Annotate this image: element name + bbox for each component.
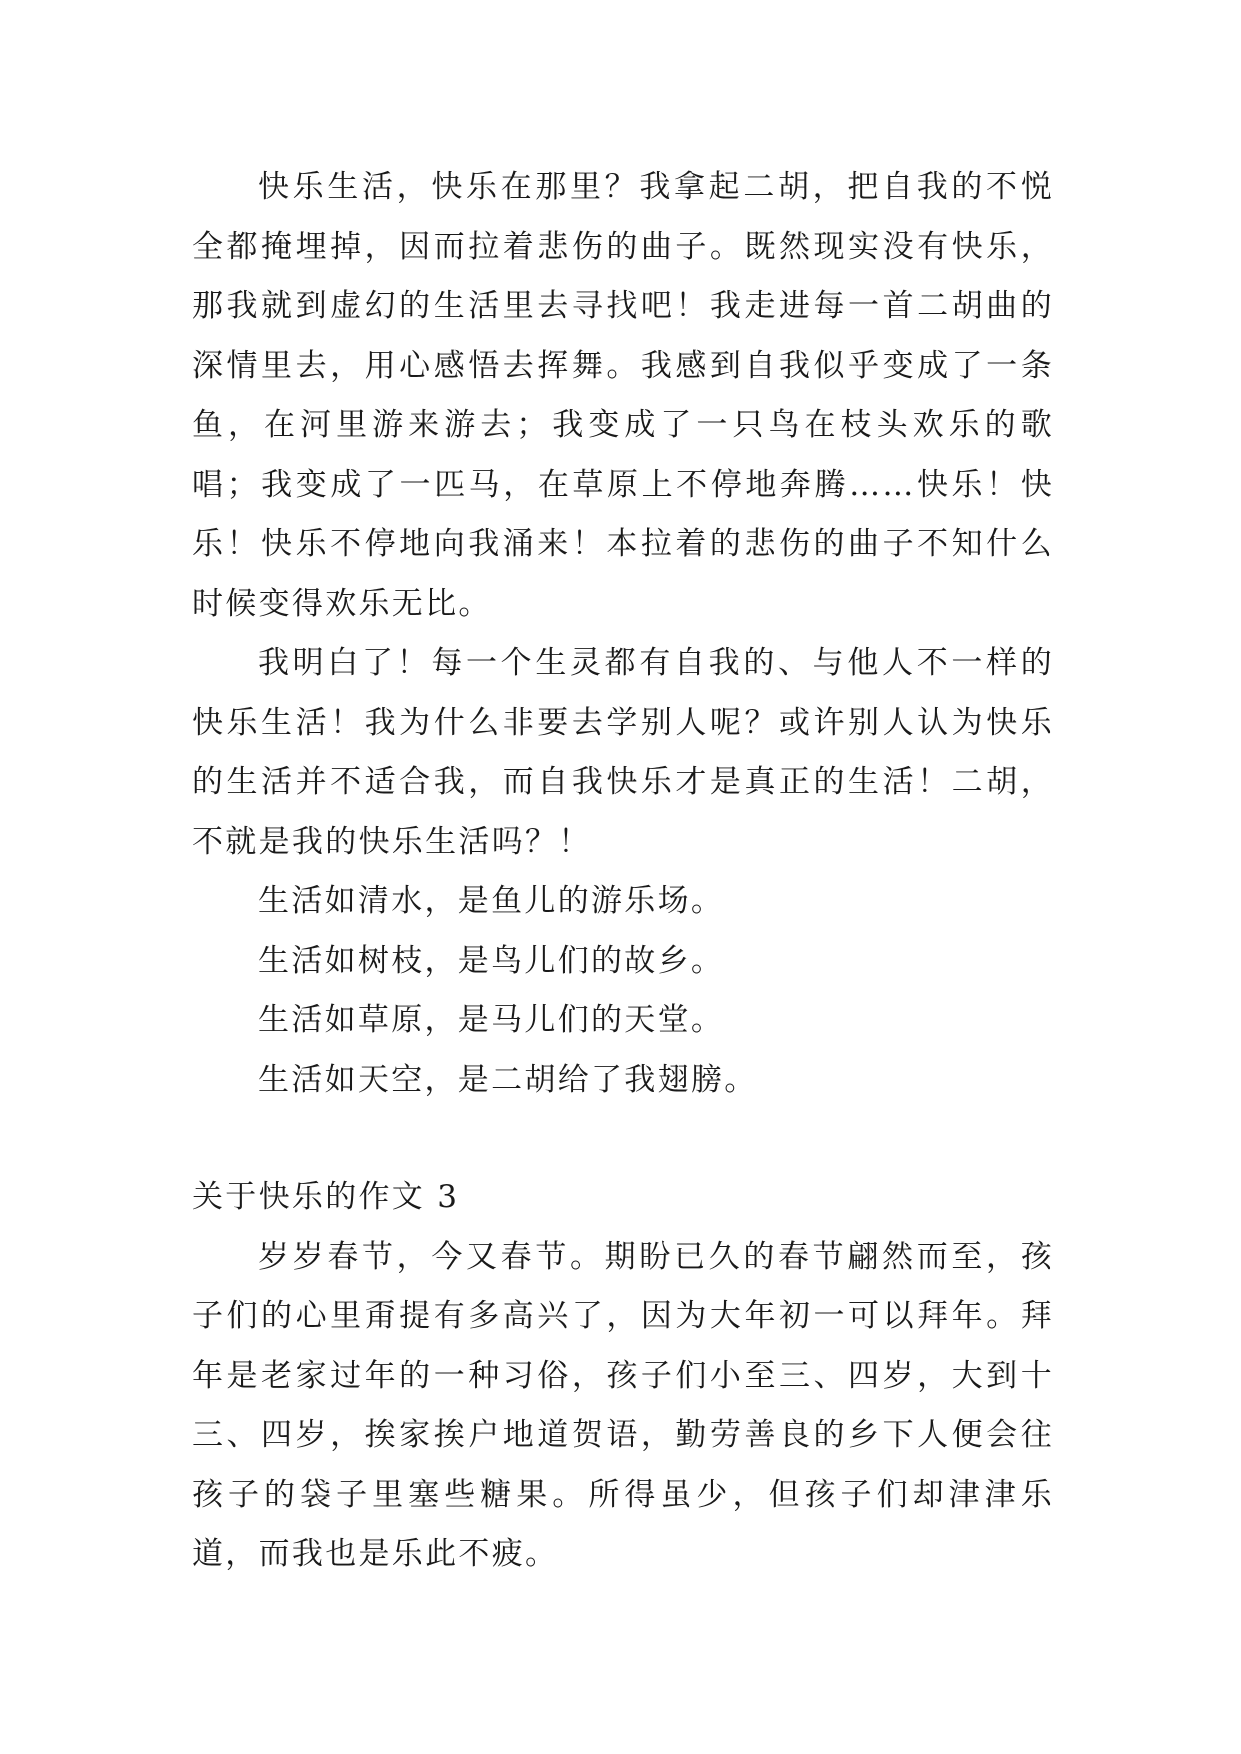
paragraph: 快乐生活，快乐在那里？我拿起二胡，把自我的不悦全都掩埋掉，因而拉着悲伤的曲子。既然现实没有快乐，那我就到虚幻的生活里去寻找吧！我走进每一首二胡曲的深情里去，用心感悟去挥舞。我感到自我似乎变成了一条鱼，在河里游来游去；我变成了一只鸟在枝头欢乐的歌唱；我变成了一匹马，在草原上不停地奔腾……快乐！快乐！快乐不停地向我涌来！本拉着的悲伤的曲子不知什么时候变得欢乐无比。 <box>192 169 1054 622</box>
verse-line: 生活如树枝，是鸟儿们的故乡。 <box>258 942 725 979</box>
verse-line: 生活如天空，是二胡给了我翅膀。 <box>258 1061 758 1098</box>
verse-line: 生活如清水，是鱼儿的游乐场。 <box>258 883 725 919</box>
section-spacer <box>192 1110 1054 1168</box>
paragraph: 岁岁春节，今又春节。期盼已久的春节翩然而至，孩子们的心里甭提有多高兴了，因为大年初一可以拜年。拜年是老家过年的一种习俗，孩子们小至三、四岁，大到十三、四岁，挨家挨户地道贺语，勤劳善良的乡下人便会往孩子的袋子里塞些糖果。所得虽少，但孩子们却津津乐道，而我也是乐此不疲。 <box>192 1238 1054 1572</box>
verse-line: 生活如草原，是马儿们的天堂。 <box>258 1002 725 1038</box>
paragraph: 我明白了！每一个生灵都有自我的、与他人不一样的快乐生活！我为什么非要去学别人呢？或许别人认为快乐的生活并不适合我，而自我快乐才是真正的生活！二胡，不就是我的快乐生活吗？！ <box>192 645 1054 860</box>
section-heading: 关于快乐的作文 3 <box>192 1179 460 1215</box>
document-page <box>192 158 1054 1585</box>
